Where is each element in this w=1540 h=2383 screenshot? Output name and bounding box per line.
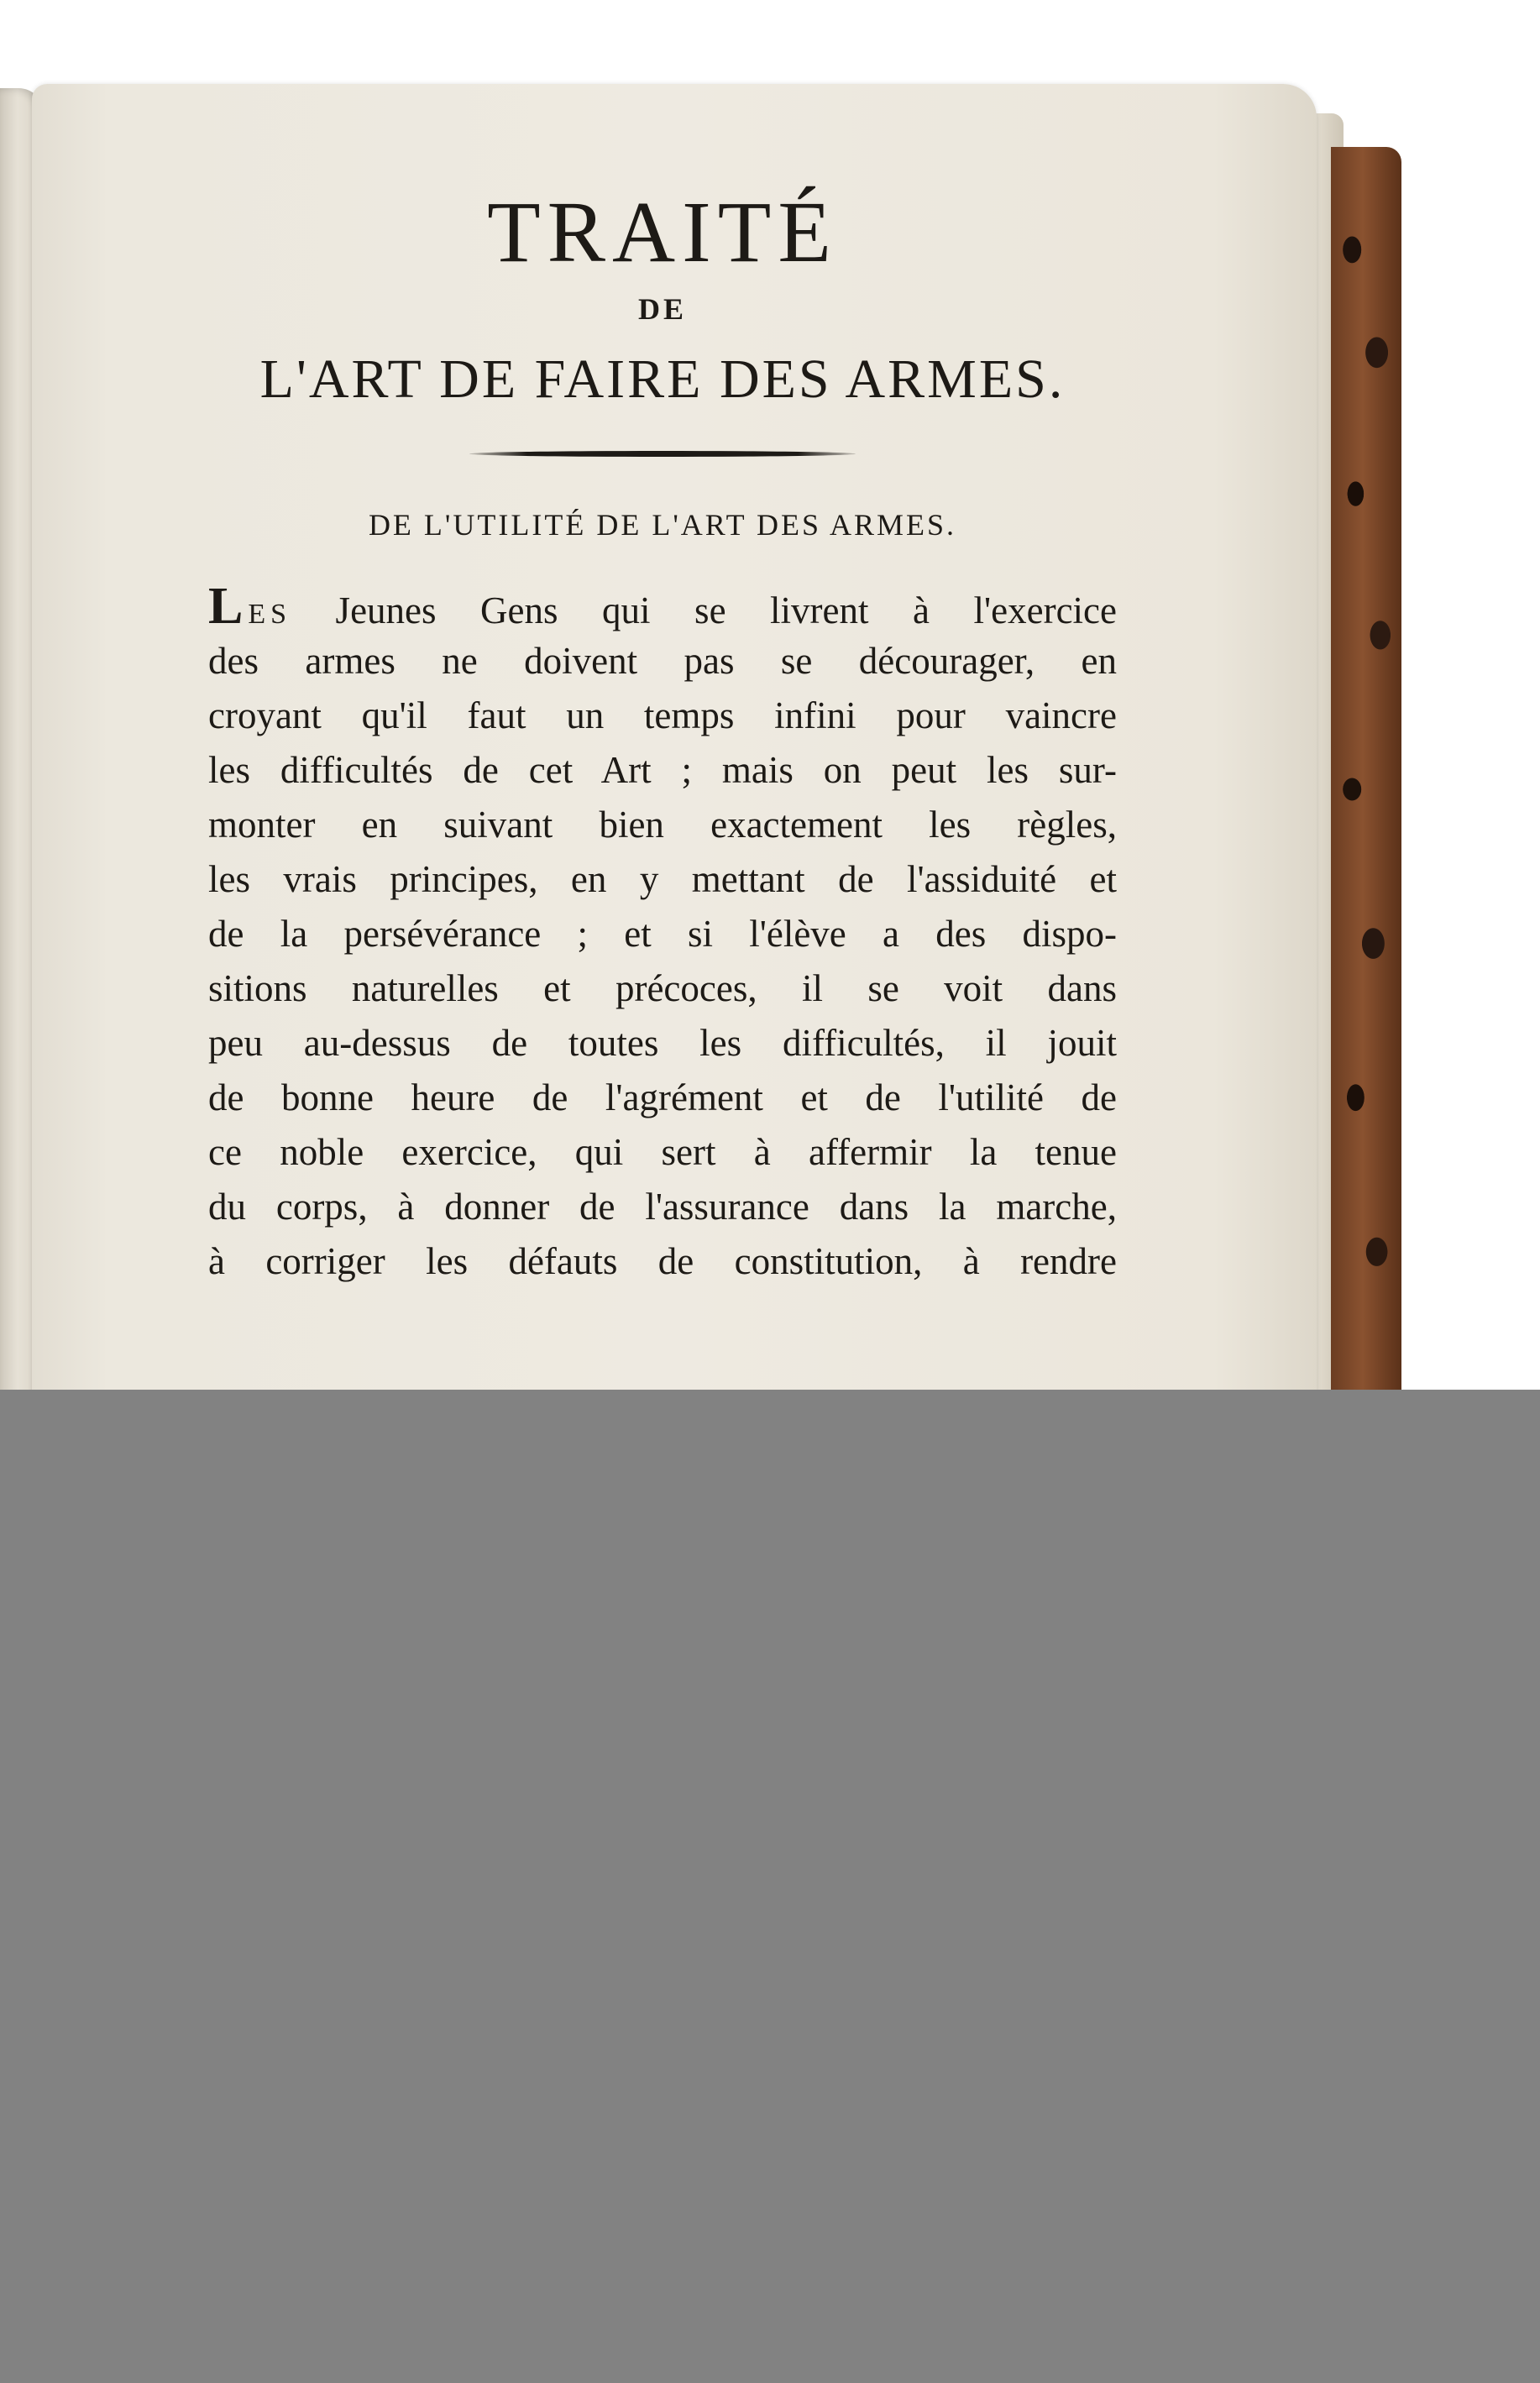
- body-line: des armes ne doivent pas se décourager, en: [208, 640, 1117, 682]
- drop-cap-rest: ES: [248, 599, 292, 630]
- marbled-cover: [1331, 147, 1401, 1432]
- body-line: monter en suivant bien exactement les règles,: [208, 804, 1117, 846]
- body-line: du corps, à donner de l'assurance dans la marche,: [208, 1186, 1117, 1228]
- page-subtitle: L'ART DE FAIRE DES ARMES.: [259, 348, 1066, 410]
- body-line: ce noble exercice, qui sert à affermir la tenue: [208, 1131, 1117, 1173]
- section-heading: DE L'UTILITÉ DE L'ART DES ARMES.: [368, 508, 957, 542]
- page-title: TRAITÉ: [487, 184, 838, 280]
- body-line-first: [208, 579, 1117, 634]
- page-text-block: [208, 184, 1117, 1289]
- title-connector: DE: [637, 292, 687, 326]
- body-line: de la persévérance ; et si l'élève a des dispo-: [208, 913, 1117, 955]
- body-line: peu au-dessus de toutes les difficultés, il jouit: [208, 1022, 1117, 1064]
- gray-occlusion-box: [0, 1390, 1540, 2383]
- body-line: croyant qu'il faut un temps infini pour vaincre: [208, 694, 1117, 736]
- body-line: les vrais principes, en y mettant de l'assiduité et: [208, 858, 1117, 900]
- body-line: à corriger les défauts de constitution, à rendre: [208, 1240, 1117, 1282]
- drop-cap: L: [208, 578, 249, 635]
- first-line-text: Jeunes Gens qui se livrent à l'exercice: [291, 589, 1117, 631]
- book-page: [32, 84, 1317, 1444]
- body-line: les difficultés de cet Art ; mais on peut les sur-: [208, 749, 1117, 791]
- ornamental-rule: [469, 451, 856, 457]
- body-line: sitions naturelles et précoces, il se voit dans: [208, 967, 1117, 1009]
- body-line: de bonne heure de l'agrément et de l'utilité de: [208, 1076, 1117, 1118]
